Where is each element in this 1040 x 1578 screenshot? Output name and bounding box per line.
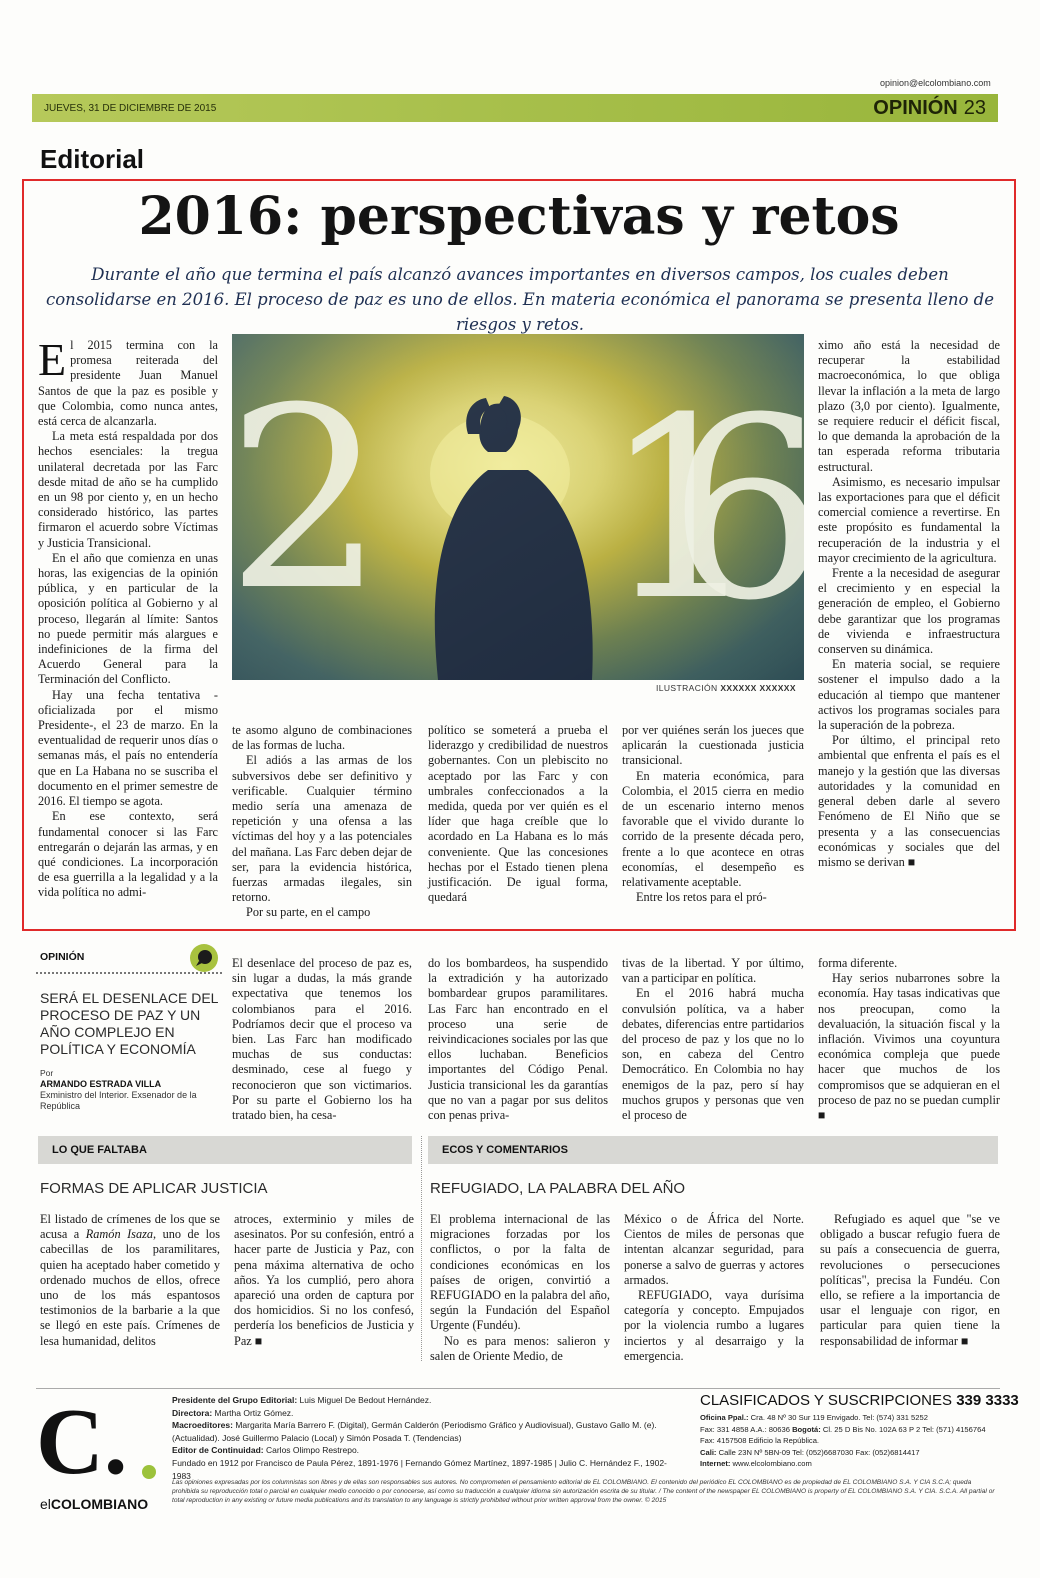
masthead-line: Editor de Continuidad: Carlos Olimpo Restrepo. xyxy=(172,1445,360,1456)
paragraph: forma diferente. xyxy=(818,956,898,970)
contact-line: Fax: 331 4858 A.A.: 80636 Bogotá: Cl. 25 D Bis No. 102A 63 P 2 Tel: (571) 4156764 Fax: 4157508 Edificio la República. xyxy=(700,1424,986,1445)
paragraph: Refugiado es aquel que "se ve obligado a buscar refugio fuera de su país a consecuencia de guerra, revoluciones o persecuciones políticas", precisa la Fundéu. Con ello, se refiere a la importancia de usar el lenguaje con rigor, en particular para quien tiene la responsabilidad de informar ■ xyxy=(820,1212,1000,1348)
ecos-title: REFUGIADO, LA PALABRA DEL AÑO xyxy=(430,1180,686,1197)
paragraph: te asomo alguno de combinaciones de las formas de lucha. xyxy=(232,723,412,753)
contact-info xyxy=(700,1412,1000,1470)
ecos-column-1 xyxy=(430,1212,610,1364)
masthead-line: Fundado en 1912 por Francisco de Paula Pérez, 1891-1976 | Fernando Gómez Martínez, 1897-1985 | Julio C. Hernández F., 1902-1983 xyxy=(172,1457,667,1481)
opinion-column-2 xyxy=(428,956,608,1123)
paragraph: tivas de la libertad. Y por último, van a participar en política. xyxy=(622,956,804,986)
paragraph: Asimismo, es necesario impulsar las exportaciones para que el déficit comercial comience a revertirse. En este propósito es fundamental la recuperación de la industria y el mayor crecimiento de la agricultura. xyxy=(818,474,1000,565)
editorial-column-1 xyxy=(38,334,218,901)
person-name: Ramón Isaza xyxy=(85,1227,154,1242)
editorial-label: Editorial xyxy=(40,144,145,174)
speech-bubble-icon xyxy=(190,944,218,972)
paragraph: Hay una fecha tentativa - oficializada por el mismo Presidente-, el 23 de marzo. En la eventualidad de requerir unos días o semanas más, el país no entendería que en La Habana no se suscriba el documento en el primer semestre de 2016. El tiempo se agota. xyxy=(38,687,218,809)
section-title xyxy=(873,97,986,120)
opinion-column-4 xyxy=(818,956,1000,1123)
author-role: Exministro del Interior. Exsenador de la República xyxy=(40,1090,197,1111)
contact-line: Internet: www.elcolombiano.com xyxy=(700,1459,812,1468)
illustration-2016 xyxy=(232,334,804,680)
drop-cap: E xyxy=(38,334,67,385)
paragraph: En ese contexto, será fundamental conocer si las Farc entregarán o dejarán las armas, y en qué condiciones. La incorporación de esa guerrilla a la legalidad y a la vida política no admi- xyxy=(38,809,218,900)
lo-que-faltaba-column-2 xyxy=(234,1212,414,1349)
issue-date: JUEVES, 31 DE DICIEMBRE DE 2015 xyxy=(44,102,217,114)
ecos-column-2 xyxy=(624,1212,804,1364)
paragraph: Por último, el principal reto ambiental que enfrenta el país es el manejo y la gestión que las diversas autoridades y la comunidad en general deben darle al severo Fenómeno de El Niño que se presenta y a las consecuencias económicas y sociales que del mismo se derivan ■ xyxy=(818,733,1000,869)
paragraph: En materia económica, para Colombia, el 2015 cierra en medio de un escenario interno menos favorable que el vivido durante lo corrido de la presente década pero, frente a lo que acontece en otras economías, el desempeño es relativamente aceptable. xyxy=(622,768,804,890)
opinion-column-1 xyxy=(232,956,412,1123)
paragraph: Hay serios nubarrones sobre la economía. Hay tasas indicativas que nos preocupan, como la devaluación, la situación fiscal y la inflación. Vivimos una coyuntura económica compleja que puede hacer que muchos de los compromisos que se adquieran en el proceso de paz no se puedan cumplir ■ xyxy=(818,971,1000,1123)
paragraph: El listado de crímenes de los que se acusa a Ramón Isaza, uno de los cabecillas de los paramilitares, quien ha aceptado haber cometido y ordenado muchos de ellos, ofrece uno de los más espantosos testimonios de la barbarie a la que se llegó en este país. Crímenes de lesa humanidad, delitos xyxy=(40,1212,220,1348)
paragraph: En el año que comienza en unas horas, las exigencias de la opinión pública, y en particular de la oposición política al Gobierno y al proceso, llegarán al límite: Santos no puede permitir más alargues e indefiniciones de la firma del Acuerdo General para la Terminación del Conflicto. xyxy=(38,550,218,687)
editorial-column-3 xyxy=(428,723,608,905)
paragraph: por ver quiénes serán los jueces que aplicarán la cuestionada justicia transicional. xyxy=(622,723,804,768)
paragraph: político se someterá a prueba el liderazgo y credibilidad de nuestros gobernantes. Con un plebiscito no aceptado por las Farc y con umbrales confeccionados a la medida, queda por ver quién es el líder que haga creíble que lo acordado en La Habana es lo más conveniente. Que las concesiones hechas por el Estado tienen plena justificación. De igual forma, quedará xyxy=(428,723,608,905)
author-by: Por xyxy=(40,1068,54,1078)
paragraph: El 2015 termina con la promesa reiterada del presidente Juan Manuel Santos de que la paz es posible y que Colombia, como nunca antes, está cerca de alcanzarla. xyxy=(38,334,218,429)
contact-line: Cali: Calle 23N Nº 5BN-09 Tel: (052)6687030 Fax: (052)6814417 xyxy=(700,1447,920,1457)
paragraph: En el 2016 habrá mucha convulsión política, va a haber debates, diferencias entre partidarios del proceso de paz y los que no lo son, en cabeza del Centro Democrático. En Colombia no hay enemigos de la paz, pero sí hay muchos grupos y personas que ven el proceso de xyxy=(622,986,804,1123)
paragraph: REFUGIADO, vaya durísima categoría y concepto. Empujados por la violencia rumbo a lugares inciertos y al desarraigo y la emergencia. xyxy=(624,1288,804,1363)
illustration-credit: ILUSTRACIÓN XXXXXX XXXXXX xyxy=(656,683,796,693)
masthead-line: Macroeditores: Margarita María Barrero F. (Digital), Germán Calderón (Periodismo Gráfico y Audiovisual), Gustavo Gallo M. (e). (Actualidad). José Guillermo Palacio (Local) y Simón Posada T. (Tendencias) xyxy=(172,1420,657,1443)
paragraph: do los bombardeos, ha suspendido la extradición y ha autorizado bombardear grupos paramilitares. Las Farc han encontrado en el proceso una serie de reivindicaciones sociales por las que ellos luchaban. Beneficios importantes del Código Penal. Justicia transicional les da garantías que no van a pagar por sus delitos con penas priva- xyxy=(428,956,608,1123)
paragraph: Por su parte, en el campo xyxy=(246,905,371,920)
opinion-label: OPINIÓN xyxy=(40,951,85,963)
page-number: 23 xyxy=(963,96,986,119)
author-name: ARMANDO ESTRADA VILLA xyxy=(40,1079,162,1089)
ecos-column-3 xyxy=(820,1212,1000,1349)
masthead-line: Directora: Martha Ortiz Gómez. xyxy=(172,1407,294,1418)
editorial-column-4 xyxy=(622,723,804,905)
column-divider xyxy=(421,1136,422,1361)
classifieds-heading: CLASIFICADOS Y SUSCRIPCIONES 339 3333 xyxy=(700,1392,1019,1409)
section-email: opinion@elcolombiano.com xyxy=(880,78,991,88)
illustration-graphic xyxy=(232,334,804,680)
logo-wordmark: elCOLOMBIANO xyxy=(40,1496,149,1512)
paragraph: El desenlace del proceso de paz es, sin lugar a dudas, la más grande expectativa que tenemos los colombianos para el 2016. Podríamos decir que el proceso va bien. Las Farc han modificado muchas de sus conductas: desminado, cese al fuego y reconocieron que son victimarios. Por su parte el Gobierno los ha tratado bien, ha cesa- xyxy=(232,956,412,1123)
lo-que-faltaba-column-1 xyxy=(40,1212,220,1349)
masthead-line: Presidente del Grupo Editorial: Luis Miguel De Bedout Hernández. xyxy=(172,1395,432,1405)
opinion-column-3 xyxy=(622,956,804,1123)
opinion-title: SERÁ EL DESENLACE DEL PROCESO DE PAZ Y UN AÑO COMPLEJO EN POLÍTICA Y ECONOMÍA xyxy=(40,990,218,1057)
paragraph: La meta está respaldada por dos hechos esenciales: la tregua unilateral decretada por las Farc desde mitad de año se ha cumplido en un 98 por ciento y, en un hecho considerado histórico, las partes firmaron el acuerdo sobre Víctimas y Justicia Transicional. xyxy=(38,429,218,550)
section-name: OPINIÓN xyxy=(873,96,958,119)
paragraph: México o de África del Norte. Cientos de miles de personas que intentan alcanzar seguridad, para ponerse a salvo de guerras y actores armados. xyxy=(624,1212,804,1287)
masthead xyxy=(172,1394,680,1482)
contact-line: Oficina Ppal.: Cra. 48 Nº 30 Sur 119 Envigado. Tel: (574) 331 5252 xyxy=(700,1413,928,1422)
paragraph: No es para menos: salieron y salen de Oriente Medio, de xyxy=(430,1333,610,1363)
paragraph: ximo año está la necesidad de recuperar la estabilidad macroeconómica, lo que obliga llevar la inflación a la meta de largo plazo (3,0 por ciento). Igualmente, se requiere reducir el déficit fiscal, lo que demanda la aprobación de la tan esperada reforma tributaria estructural. xyxy=(818,338,1000,474)
paragraph: Entre los retos para el pró- xyxy=(636,890,767,905)
editorial-column-2 xyxy=(232,723,412,921)
section-header-bar xyxy=(32,94,998,122)
paragraph: En materia social, se requiere sostener el impulso dado a la educación al tiempo que mantener activos los programas sociales para la superación de la pobreza. xyxy=(818,657,1000,733)
paragraph: Frente a la necesidad de asegurar el crecimiento y en especial la generación de empleo, el Gobierno debe garantizar que los programas de vivienda e infraestructura conserven su dinámica. xyxy=(818,566,1000,657)
editorial-column-5 xyxy=(818,338,1000,870)
paragraph: atroces, exterminio y miles de asesinatos. Por su confesión, entró a hacer parte de Justicia y Paz, con pena máxima alternativa de ocho años. Ya los cumplió, pero ahora apareció una orden de captura por dos homicidios. Si no los confesó, perdería los beneficios de Justicia y Paz ■ xyxy=(234,1212,414,1348)
logo-dot xyxy=(142,1465,156,1479)
ecos-label: ECOS Y COMENTARIOS xyxy=(442,1144,568,1156)
editorial-headline: 2016: perspectivas y retos xyxy=(138,186,900,247)
paragraph: El adiós a las armas de los subversivos debe ser definitivo y verificable. Cualquier término medio sería una amenaza de repetición y una ofensa a las víctimas del hoy y a las potenciales del mañana. Las Farc deben dejar de ser, para la evidencia histórica, fuerzas armadas ilegales, sin retorno. xyxy=(232,753,412,905)
lo-que-faltaba-bar xyxy=(38,1136,412,1164)
logo-letter: C. xyxy=(36,1390,128,1494)
ecos-bar xyxy=(428,1136,998,1164)
paragraph: El problema internacional de las migraciones forzadas por los conflictos, o por la falta de condiciones económicas en los países de origen, convirtió a REFUGIADO en la palabra del año, según la Fundación del Español Urgente (Fundéu). xyxy=(430,1212,610,1333)
editorial-deck: Durante el año que termina el país alcanzó avances importantes en diversos campos, los cuales deben consolidarse en 2016. El proceso de paz es uno de ellos. En materia económica el panorama se presenta lleno de riesgos y retos. xyxy=(45,265,995,334)
lo-que-faltaba-label: LO QUE FALTABA xyxy=(52,1144,147,1156)
legal-notice: Las opiniones expresadas por los columnistas son libres y de ellas son responsables sus autores. No comprometen el pensamiento editorial de EL COLOMBIANO. El contenido del periódico EL COLOMBIANO es de propiedad de EL COLOMBIANO S.A. Y CIA S.C.A; queda prohibida su reproducción total o parcial en cualquier medio conocido o por conocerse, así como su traducción a cualquier idioma sin autorización escrita de su titular. / The content of the newspaper EL COLOMBIANO is property of EL COLOMBIANO S.A. Y CIA. S.C.A. All partial or total reproduction in any existing or future media publications and its translation to any language is strictly prohibited without prior written approval from the owner. © 2015 xyxy=(172,1479,995,1504)
lo-que-faltaba-title: FORMAS DE APLICAR JUSTICIA xyxy=(40,1180,268,1197)
